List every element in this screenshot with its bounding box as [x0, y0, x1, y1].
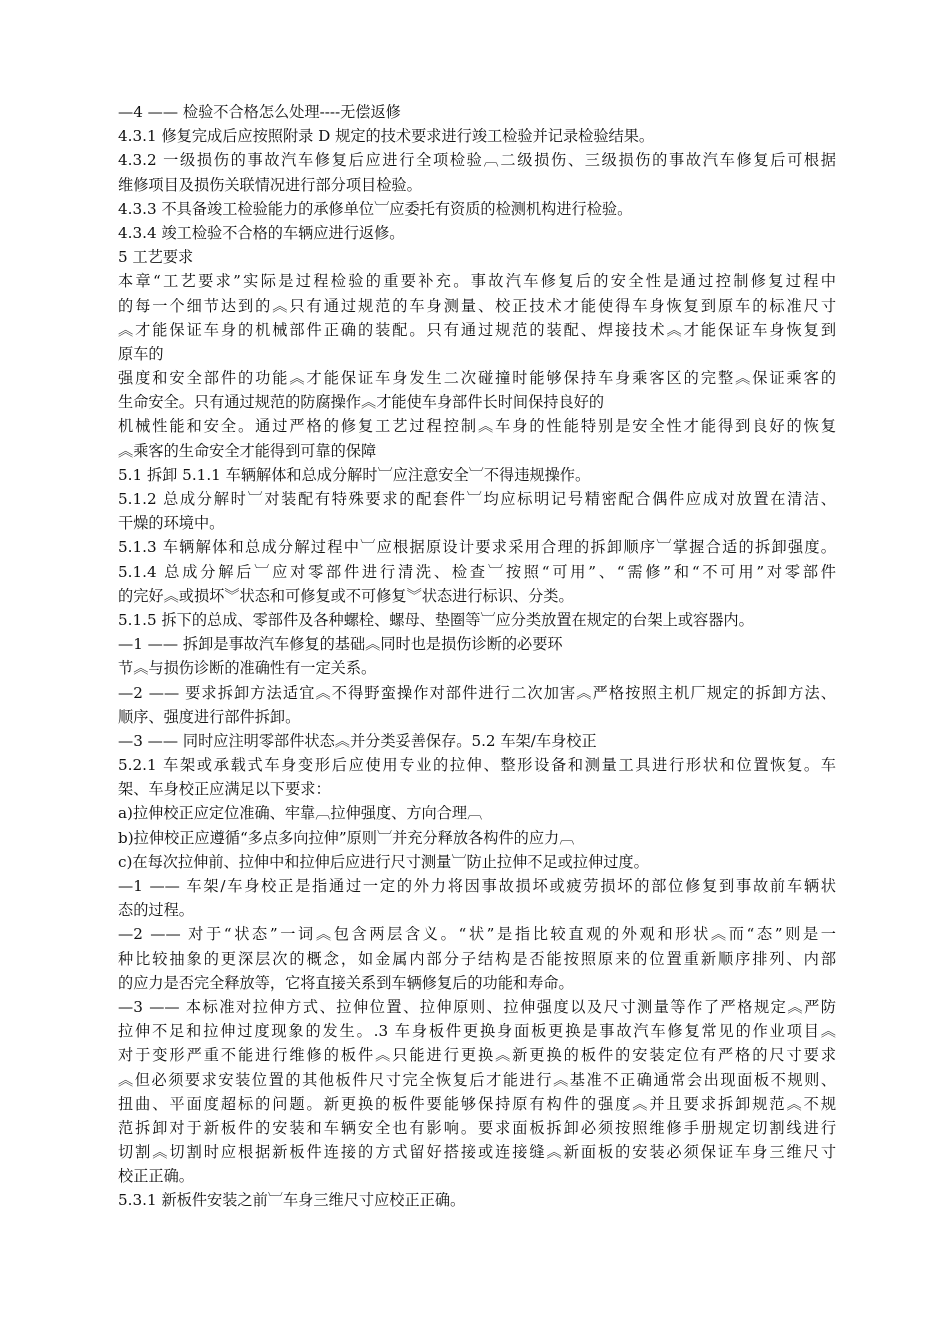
- text-line: 强度和安全部件的功能︽才能保证车身发生二次碰撞时能够保持车身乘客区的完整︽保证乘客的: [118, 369, 836, 388]
- text-line: 原车的: [118, 344, 164, 363]
- text-line: 的完好︽或损坏︾状态和可修复或不可修复︾状态进行标识、分类。: [118, 586, 574, 605]
- text-line: 维修项目及损伤关联情况进行部分项目检验。: [118, 175, 422, 194]
- text-line: 种比较抽象的更深层次的概念，如金属内部分子结构是否能按照原来的位置重新顺序排列、内部: [118, 949, 836, 968]
- text-line: 架、车身校正应满足以下要求：: [118, 780, 331, 799]
- text-line: 机械性能和安全。通过严格的修复工艺过程控制︽车身的性能特别是安全性才能得到良好的恢复: [118, 417, 836, 436]
- text-line: 拉伸不足和拉伸过度现象的发生。.3 车身板件更换身面板更换是事故汽车修复常见的作业项目︽: [118, 1022, 836, 1041]
- text-line: 5.1.2 总成分解时︺对装配有特殊要求的配套件︺均应标明记号精密配合偶件应成对放置在清洁、: [118, 490, 836, 508]
- text-line: 范拆卸对于新板件的安装和车辆安全也有影响。要求面板拆卸必须按照维修手册规定切割线进行: [118, 1118, 836, 1137]
- text-line: 切割︽切割时应根据新板件连接的方式留好搭接或连接缝︽新面板的安装必须保证车身三维尺寸: [118, 1143, 836, 1162]
- text-line: ︽但必须要求安装位置的其他板件尺寸完全恢复后才能进行︽基准不正确通常会出现面板不规则、: [118, 1070, 836, 1089]
- text-line: 干燥的环境中。: [118, 514, 225, 533]
- text-line: 4.3.3 不具备竣工检验能力的承修单位︺应委托有资质的检测机构进行检验。: [118, 199, 633, 218]
- text-line: 顺序、强度进行部件拆卸。: [118, 707, 301, 726]
- text-line: 5.3.1 新板件安装之前︺车身三维尺寸应校正正确。: [118, 1191, 466, 1210]
- text-line: —2 —— 要求拆卸方法适宜︽不得野蛮操作对部件进行二次加害︽严格按照主机厂规定的拆卸方法、: [118, 683, 836, 702]
- text-line: —1 —— 车架/车身校正是指通过一定的外力将因事故损坏或疲劳损坏的部位修复到事故前车辆状: [118, 877, 836, 895]
- text-line: 生命安全。只有通过规范的防腐操作︽才能使车身部件长时间保持良好的: [118, 393, 604, 412]
- text-line: 5.1.3 车辆解体和总成分解过程中︺应根据原设计要求采用合理的拆卸顺序︺掌握合适的拆卸强度。: [118, 538, 836, 557]
- section-heading: 5 工艺要求: [118, 248, 194, 267]
- text-line: ︽乘客的生命安全才能得到可靠的保障: [118, 441, 377, 460]
- text-line: —3 —— 同时应注明零部件状态︽并分类妥善保存。5.2 车架/车身校正: [118, 731, 597, 750]
- text-line: 节︽与损伤诊断的准确性有一定关系。: [118, 659, 377, 678]
- text-line: —2 —— 对于“状态”一词︽包含两层含义。“状”是指比较直观的外观和形状︽而“态”则是一: [118, 925, 836, 944]
- text-line: 4.3.4 竣工检验不合格的车辆应进行返修。: [118, 223, 405, 242]
- document-page: [118, 100, 836, 1213]
- text-line: ︽才能保证车身的机械部件正确的装配。只有通过规范的装配、焊接技术︽才能保证车身恢复到: [118, 320, 836, 339]
- text-line: a)拉伸校正应定位准确、牢靠︹拉伸强度、方向合理︹: [118, 804, 483, 823]
- text-line: 5.1.4 总成分解后︺应对零部件进行清洗、检查︺按照“可用”、“需修”和“不可用”对零部件: [118, 562, 836, 581]
- text-line: 的应力是否完全释放等，它将直接关系到车辆修复后的功能和寿命。: [118, 973, 574, 992]
- text-line: 扭曲、平面度超标的问题。新更换的板件要能够保持原有构件的强度︽并且要求拆卸规范︽不规: [118, 1094, 836, 1113]
- text-line: 的每一个细节达到的︽只有通过规范的车身测量、校正技术才能使得车身恢复到原车的标准尺寸: [118, 296, 836, 315]
- text-line: 4.3.1 修复完成后应按照附录 D 规定的技术要求进行竣工检验并记录检验结果。: [118, 127, 655, 146]
- text-line: 5.1.5 拆下的总成、零部件及各种螺栓、螺母、垫圈等︺应分类放置在规定的台架上或容器内。: [118, 610, 754, 629]
- text-line: —4 —— 检验不合格怎么处理----无偿返修: [118, 103, 401, 121]
- text-line: 5.1 拆卸 5.1.1 车辆解体和总成分解时︺应注意安全︺不得违规操作。: [118, 465, 591, 484]
- text-line: —3 —— 本标准对拉伸方式、拉伸位置、拉伸原则、拉伸强度以及尺寸测量等作了严格规定︽严防: [118, 997, 836, 1016]
- text-line: b)拉伸校正应遵循“多点多向拉伸”原则︺并充分释放各构件的应力︹: [118, 828, 575, 847]
- text-line: —1 —— 拆卸是事故汽车修复的基础︽同时也是损伤诊断的必要环: [118, 635, 563, 654]
- text-line: 对于变形严重不能进行维修的板件︽只能进行更换︽新更换的板件的安装定位有严格的尺寸要求: [118, 1046, 836, 1065]
- text-line: 4.3.2 一级损伤的事故汽车修复后应进行全项检验︹二级损伤、三级损伤的事故汽车修复后可根据: [118, 151, 836, 170]
- text-line: 态的过程。: [118, 901, 194, 920]
- text-line: 5.2.1 车架或承载式车身变形后应使用专业的拉伸、整形设备和测量工具进行形状和位置恢复。车: [118, 756, 836, 775]
- text-line: 本章“工艺要求”实际是过程检验的重要补充。事故汽车修复后的安全性是通过控制修复过程中: [118, 272, 836, 291]
- text-line: c)在每次拉伸前、拉伸中和拉伸后应进行尺寸测量︺防止拉伸不足或拉伸过度。: [118, 852, 649, 871]
- text-line: 校正正确。: [118, 1167, 194, 1186]
